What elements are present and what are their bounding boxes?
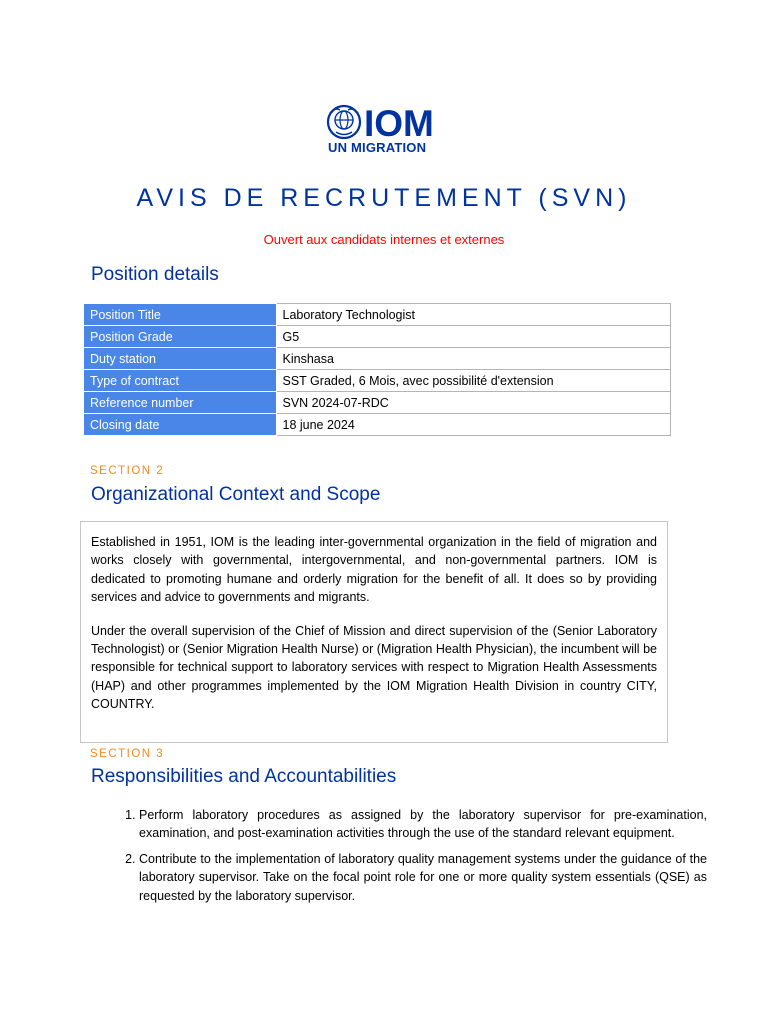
position-details-heading: Position details bbox=[91, 264, 219, 285]
row-value: 18 june 2024 bbox=[276, 414, 671, 436]
iom-logo bbox=[318, 100, 448, 162]
list-item: 1. Perform laboratory procedures as assigned by the laboratory supervisor for pre-examination, examination, and post-examination activities through the use of the standard relevant equipment. bbox=[139, 806, 707, 843]
context-box bbox=[80, 521, 668, 743]
row-value: Laboratory Technologist bbox=[276, 304, 671, 326]
row-label: Duty station bbox=[84, 348, 276, 370]
globe-emblem-icon bbox=[326, 104, 362, 140]
row-label: Position Title bbox=[84, 304, 276, 326]
section-2-label: SECTION 2 bbox=[90, 465, 165, 477]
table-row bbox=[84, 370, 671, 392]
page-title: AVIS DE RECRUTEMENT (SVN) bbox=[136, 184, 632, 212]
table-row bbox=[84, 392, 671, 414]
section-3-heading: Responsibilities and Accountabilities bbox=[91, 766, 397, 787]
row-label: Closing date bbox=[84, 414, 276, 436]
page-subtitle: Ouvert aux candidats internes et externes bbox=[263, 232, 505, 247]
row-value: SVN 2024-07-RDC bbox=[276, 392, 671, 414]
row-value: G5 bbox=[276, 326, 671, 348]
table-row bbox=[84, 326, 671, 348]
logo-subtitle: UN MIGRATION bbox=[328, 140, 427, 155]
section-2-heading: Organizational Context and Scope bbox=[91, 484, 381, 505]
list-item: 2. Contribute to the implementation of laboratory quality management systems under the guidance of the laboratory supervisor. Take on the focal point role for one or more quality system essentials (QSE) as requested by the laboratory supervisor. bbox=[139, 850, 707, 905]
table-row bbox=[84, 414, 671, 436]
row-value: SST Graded, 6 Mois, avec possibilité d'extension bbox=[276, 370, 671, 392]
table-row bbox=[84, 304, 671, 326]
responsibilities-list bbox=[110, 806, 707, 912]
table-row bbox=[84, 348, 671, 370]
section-3-label: SECTION 3 bbox=[90, 748, 165, 760]
row-label: Position Grade bbox=[84, 326, 276, 348]
logo-wordmark: IOM bbox=[364, 103, 434, 144]
context-paragraph: Established in 1951, IOM is the leading inter-governmental organization in the field of migration and works closely with governmental, intergovernmental, and non-governmental partners. IOM is dedicated to promoting humane and orderly migration for the benefit of all. It does so by providing services and advice to governments and migrants. bbox=[91, 535, 657, 605]
row-label: Type of contract bbox=[84, 370, 276, 392]
row-label: Reference number bbox=[84, 392, 276, 414]
context-paragraph: Under the overall supervision of the Chief of Mission and direct supervision of the (Senior Laboratory Technologist) or (Senior Migration Health Nurse) or (Migration Health Physician), the incumbent will be responsible for technical support to laboratory services with respect to Migration Health Assessments (HAP) and other programmes implemented by the IOM Migration Health Division in country CITY, COUNTRY. bbox=[91, 623, 657, 712]
row-value: Kinshasa bbox=[276, 348, 671, 370]
position-details-table bbox=[84, 303, 671, 436]
